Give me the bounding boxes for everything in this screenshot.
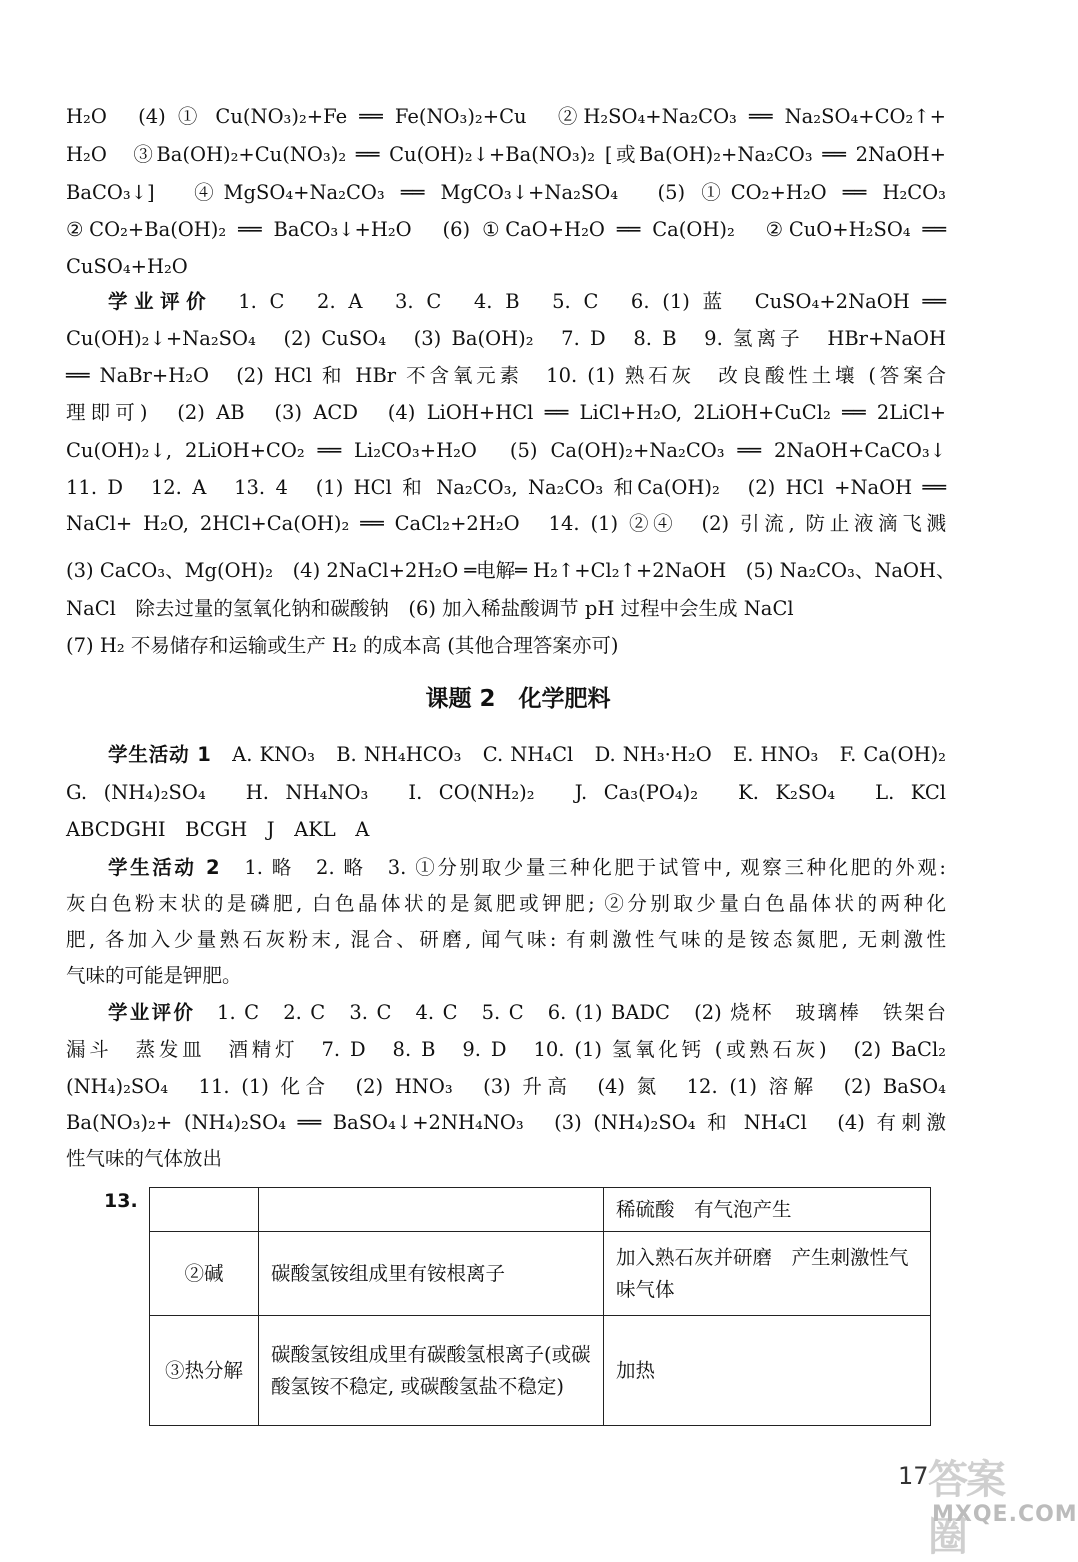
eval-line: 11. D 12. A 13. 4 (1) HCl 和 Na₂CO₃, Na₂CO₃ 和Ca(OH)₂ (2) HCl +NaOH ══ — [66, 476, 946, 499]
watermark-logo — [928, 1448, 1078, 1560]
eval-line: 理即可) (2) AB (3) ACD (4) LiOH+HCl ══ LiCl+H₂O, 2LiOH+CuCl₂ ══ 2LiCl+ — [66, 401, 946, 424]
watermark-url: MXQE.COM — [932, 1502, 1078, 1527]
eval-line: Ba(NO₃)₂+ (NH₄)₂SO₄ ══ BaSO₄↓+2NH₄NO₃ (3) (NH₄)₂SO₄ 和 NH₄Cl (4) 有刺激 — [66, 1111, 946, 1134]
activity-line: 学生活动 1 A. KNO₃ B. NH₄HCO₃ C. NH₄Cl D. NH₃·H₂O E. HNO₃ F. Ca(OH)₂ — [108, 743, 946, 766]
eval-line: NaCl 除去过量的氢氧化钠和碳酸钠 (6) 加入稀盐酸调节 pH 过程中会生成 NaCl — [66, 597, 794, 620]
text-line: H₂O ③Ba(OH)₂+Cu(NO₃)₂ ══ Cu(OH)₂↓+Ba(NO₃)₂ [或Ba(OH)₂+Na₂CO₃ ══ 2NaOH+ — [66, 143, 946, 166]
table-cell — [150, 1188, 259, 1232]
question-number: 13. — [104, 1190, 138, 1212]
table-cell: 加入熟石灰并研磨 产生刺激性气味气体 — [604, 1232, 931, 1316]
section-label: 学生活动 1 — [108, 743, 211, 766]
table-row — [150, 1188, 931, 1232]
eval-line: 性气味的气体放出 — [66, 1147, 223, 1170]
activity-line: 学生活动 2 1. 略 2. 略 3. ①分别取少量三种化肥于试管中, 观察三种化肥的外观: — [108, 856, 946, 879]
eval-line: 学业评价 1. C 2. C 3. C 4. C 5. C 6. (1) BADC (2) 烧杯 玻璃棒 铁架台 — [108, 1001, 946, 1024]
table-cell: ②碱 — [150, 1232, 259, 1316]
table-cell: 稀硫酸 有气泡产生 — [604, 1188, 931, 1232]
activity-line: G. (NH₄)₂SO₄ H. NH₄NO₃ I. CO(NH₂)₂ J. Ca₃(PO₄)₂ K. K₂SO₄ L. KCl — [66, 781, 946, 804]
section-label: 学业评价 — [108, 1001, 196, 1024]
watermark-text: 答案圈 — [928, 1457, 1004, 1560]
activity-line: 气味的可能是钾肥。 — [66, 964, 242, 987]
eval-line: (7) H₂ 不易储存和运输或生产 H₂ 的成本高 (其他合理答案亦可) — [66, 634, 619, 657]
table-row — [150, 1232, 931, 1316]
table-cell: ③热分解 — [150, 1316, 259, 1426]
page-number: 17 — [898, 1462, 929, 1490]
eval-line: ══ NaBr+H₂O (2) HCl 和 HBr 不含氧元素 10. (1) 熟石灰 改良酸性土壤 (答案合 — [66, 364, 946, 387]
table-cell — [259, 1188, 604, 1232]
eval-line: (3) CaCO₃、Mg(OH)₂ (4) 2NaCl+2H₂O ═电解═ H₂↑+Cl₂↑+2NaOH (5) Na₂CO₃、NaOH、 — [66, 559, 956, 582]
section-label: 学业评价 — [108, 290, 213, 313]
text-line: ②CO₂+Ba(OH)₂ ══ BaCO₃↓+H₂O (6) ①CaO+H₂O ══ Ca(OH)₂ ②CuO+H₂SO₄ ══ — [66, 218, 946, 241]
eval-line: 学业评价 1. C 2. A 3. C 4. B 5. C 6. (1) 蓝 CuSO₄+2NaOH ══ — [108, 290, 946, 313]
eval-line: 漏斗 蒸发皿 酒精灯 7. D 8. B 9. D 10. (1) 氢氧化钙 (或熟石灰) (2) BaCl₂ — [66, 1038, 946, 1061]
table-cell: 加热 — [604, 1316, 931, 1426]
section-title: 课题 2 化学肥料 — [425, 686, 611, 712]
text-line: BaCO₃↓] ④MgSO₄+Na₂CO₃ ══ MgCO₃↓+Na₂SO₄ (5) ①CO₂+H₂O ══ H₂CO₃ — [66, 181, 946, 204]
eval-line: NaCl+ H₂O, 2HCl+Ca(OH)₂ ══ CaCl₂+2H₂O 14. (1) ②④ (2) 引流, 防止液滴飞溅 — [66, 512, 946, 535]
text-line: H₂O (4) ① Cu(NO₃)₂+Fe ══ Fe(NO₃)₂+Cu ②H₂SO₄+Na₂CO₃ ══ Na₂SO₄+CO₂↑+ — [66, 105, 946, 128]
section-label: 学生活动 2 — [108, 856, 220, 879]
eval-line: (NH₄)₂SO₄ 11. (1) 化合 (2) HNO₃ (3) 升高 (4) 氮 12. (1) 溶解 (2) BaSO₄ — [66, 1075, 946, 1098]
activity-line: 肥, 各加入少量熟石灰粉末, 混合、研磨, 闻气味: 有刺激性气味的是铵态氮肥, 无刺激性 — [66, 928, 946, 951]
table-cell: 碳酸氢铵组成里有铵根离子 — [259, 1232, 604, 1316]
activity-line: 灰白色粉末状的是磷肥, 白色晶体状的是氮肥或钾肥; ②分别取少量白色晶体状的两种化 — [66, 892, 946, 915]
eval-line: Cu(OH)₂↓+Na₂SO₄ (2) CuSO₄ (3) Ba(OH)₂ 7. D 8. B 9. 氢离子 HBr+NaOH — [66, 327, 946, 350]
activity-line: ABCDGHI BCGH J AKL A — [66, 818, 370, 841]
table-cell: 碳酸氢铵组成里有碳酸氢根离子(或碳酸氢铵不稳定, 或碳酸氢盐不稳定) — [259, 1316, 604, 1426]
eval-line: Cu(OH)₂↓, 2LiOH+CO₂ ══ Li₂CO₃+H₂O (5) Ca(OH)₂+Na₂CO₃ ══ 2NaOH+CaCO₃↓ — [66, 439, 946, 462]
answer-table — [149, 1187, 931, 1426]
text-line: CuSO₄+H₂O — [66, 255, 188, 278]
table-row — [150, 1316, 931, 1426]
